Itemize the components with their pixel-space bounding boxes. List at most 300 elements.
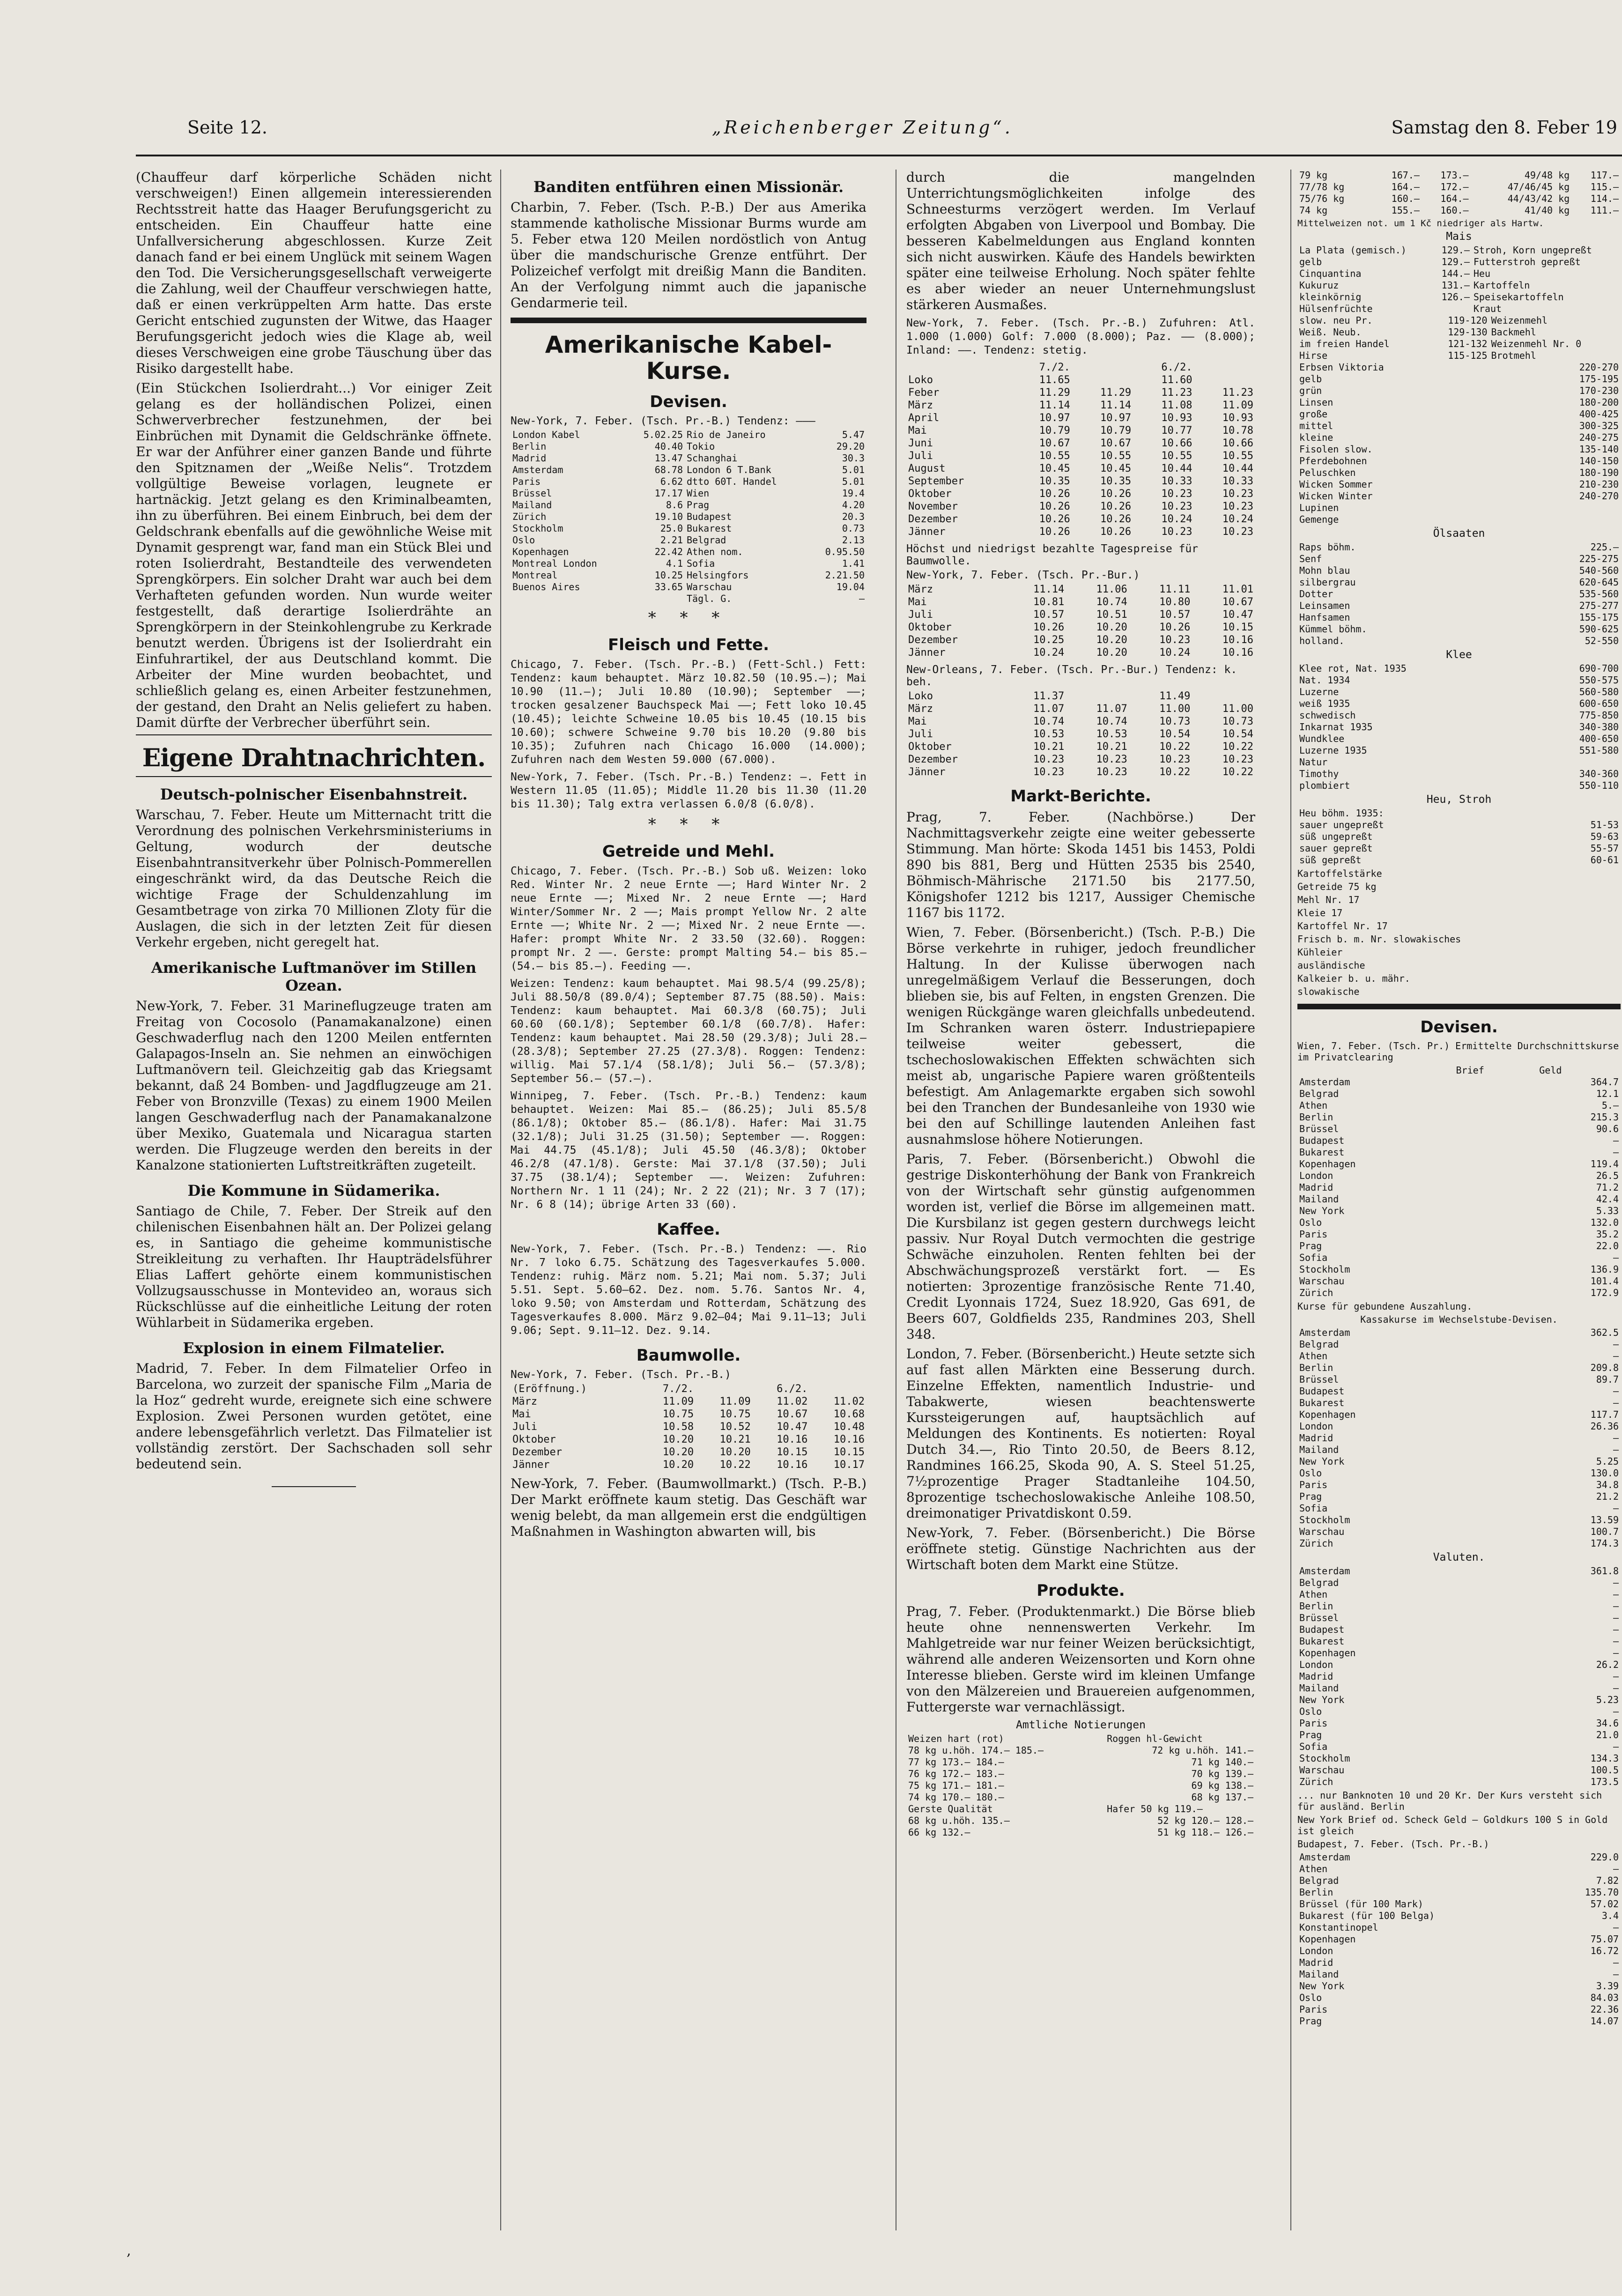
- table-cell: Stockholm: [1299, 1753, 1350, 1764]
- table-cell: 0.95.50: [825, 546, 865, 557]
- table-row: [1297, 1444, 1621, 1456]
- table-cell: Athen: [1299, 1100, 1328, 1111]
- table-row: [511, 1408, 867, 1421]
- table-cell: [1500, 1350, 1513, 1362]
- table-cell: [1454, 1193, 1538, 1205]
- table-cell: 10.67: [777, 1408, 808, 1420]
- table-cell: 535-560: [1579, 588, 1619, 600]
- table-row: [1297, 807, 1621, 819]
- table-cell: 5.—: [1601, 1100, 1619, 1111]
- table-cell: [1500, 1624, 1513, 1636]
- table-cell: 26.2: [1596, 1659, 1619, 1670]
- table-cell: Wundklee: [1299, 733, 1345, 744]
- table-cell: 5.01: [842, 476, 865, 487]
- table-cell: 74 kg 170.— 180.—: [908, 1792, 1004, 1803]
- table-row: [1297, 1229, 1621, 1240]
- list-item: Mehl Nr. 17: [1297, 894, 1360, 905]
- table-cell: 100.7: [1590, 1526, 1619, 1537]
- table-cell: 10.23: [1161, 501, 1192, 512]
- table-cell: 10.45: [1100, 463, 1132, 474]
- table-cell: New York: [1299, 1980, 1345, 1992]
- table-row: [906, 690, 1255, 703]
- table-cell: Hafer 50 kg 119.—: [1107, 1803, 1203, 1815]
- table-caption: New-York, 7. Feber. (Tsch. Pr.-Bur.): [906, 569, 1140, 581]
- table-row: [1297, 408, 1621, 420]
- table-cell: Speisekartoffeln: [1473, 291, 1564, 303]
- table-cell: 140-150: [1579, 455, 1619, 467]
- table-cell: 69 kg 138.—: [1191, 1780, 1253, 1791]
- cotton-table-neworleans: [906, 690, 1255, 778]
- table-cell: 10.55: [1100, 450, 1132, 462]
- table-cell: 132.0: [1590, 1217, 1619, 1228]
- table-row: [1297, 1111, 1621, 1123]
- table-cell: Dezember: [512, 1446, 562, 1458]
- market-report: Chicago, 7. Feber. (Tsch. Pr.-B.) Sob uß. Weizen: loko Red. Winter Nr. 2 neue Ernte ——; Hard Winter Nr. 2 neue Ernte ——; Mixed Nr. 2 neue Ernte ——; Hard Winter/Sommer Nr. 2 ——; Mais prompt Yellow Nr. 2 alte Ernte ——; White Nr. 2 ——; Mixed Nr. 2 neue Ernte ——. Hafer: prompt White Nr. 2 33.50 (32.60). Roggen: prompt Nr. 2 ——. Gerste: prompt Malting 54.— bis 85.— (54.— bis 85.—). Feeding ——.: [511, 865, 867, 972]
- table-cell: 75/76 kg: [1299, 193, 1345, 204]
- table-cell: 11.07: [1096, 703, 1127, 715]
- report-produkten: Prag, 7. Feber. (Produktenmarkt.) Die Börse blieb heute ohne nennenswerten Verkehr. Im Mahlgetreide war nur feiner Weizen berücksichtigt, während alle anderen Weizensorten und Korn ohne Interesse blieben. Gerste wird im kleinen Umfange von den Mälzereien und Brauereien aufgenommen, Futtergerste war vernachlässigt.: [906, 1604, 1255, 1715]
- table-cell: Senf: [1299, 553, 1322, 564]
- table-cell: 11.00: [1222, 703, 1253, 715]
- table-row: [1297, 1339, 1621, 1350]
- table-cell: 10.48: [833, 1421, 865, 1433]
- table-cell: [1072, 374, 1133, 386]
- table-cell: —: [1613, 1503, 1619, 1514]
- table-cell: 690-700: [1579, 663, 1619, 674]
- article-body: New-York, 7. Feber. (Baumwollmarkt.) (Tsch. P.-B.) Der Markt eröffnete kaum stetig. Das Geschäft war wenig belebt, da man allgemein erst die endgültigen Maßnahmen in Washington abwarten will, bis: [511, 1476, 867, 1539]
- table-row: [906, 374, 1255, 386]
- table-cell: Juli: [908, 450, 933, 462]
- table-cell: [1500, 1456, 1513, 1467]
- table-cell: Rio de Janeiro: [687, 429, 766, 440]
- table-cell: 10.26: [1039, 513, 1070, 525]
- table-cell: 19.04: [836, 581, 865, 593]
- table-cell: —: [1613, 1444, 1619, 1455]
- table-row: [1297, 1875, 1621, 1887]
- table-row: [906, 1768, 1255, 1780]
- table-cell: 11.29: [1100, 387, 1132, 399]
- table-row: [1297, 1729, 1621, 1741]
- table-header: [511, 1383, 867, 1395]
- table-caption: ... nur Banknoten 10 und 20 Kr. Der Kurs versteht sich für ausländ. Berlin: [1297, 1790, 1602, 1812]
- table-row: [1297, 1514, 1621, 1526]
- table-cell: [1454, 1123, 1538, 1135]
- table-cell: Konstantinopel: [1299, 1922, 1378, 1933]
- table-cell: 10.23: [1222, 754, 1253, 765]
- table-cell: Amsterdam: [1299, 1327, 1350, 1338]
- table-cell: Oktober: [512, 1434, 556, 1445]
- table-cell: Athen: [1299, 1589, 1328, 1600]
- table-cell: 11.23: [1222, 387, 1253, 399]
- table-cell: 10.47: [1222, 609, 1253, 621]
- table-row: [1297, 205, 1621, 216]
- table-cell: [1500, 1589, 1513, 1600]
- table-row: [1297, 733, 1621, 745]
- table-cell: 11.65: [1039, 374, 1070, 386]
- table-cell: 71.2: [1596, 1182, 1619, 1193]
- table-cell: 10.26: [1100, 513, 1132, 525]
- table-cell: [1500, 1467, 1513, 1479]
- table-row: [1297, 1193, 1621, 1205]
- table-cell: 10.57: [1159, 609, 1191, 621]
- column-1: [136, 170, 492, 2226]
- table-cell: 13.47: [654, 452, 683, 464]
- table-cell: Sofia: [1299, 1503, 1328, 1514]
- table-cell: —: [1613, 1612, 1619, 1623]
- table-row: [511, 476, 867, 488]
- table-cell: 10.16: [777, 1434, 808, 1445]
- table-cell: 10.97: [1100, 412, 1132, 424]
- table-cell: Natur: [1299, 756, 1328, 768]
- table-cell: 135-140: [1579, 444, 1619, 455]
- table-row: [1297, 514, 1621, 526]
- table-cell: —: [1613, 1589, 1619, 1600]
- table-cell: 7./2.: [662, 1383, 694, 1395]
- table-cell: [1500, 1432, 1513, 1444]
- table-cell: Belgrad: [1299, 1577, 1339, 1588]
- table-cell: 560-580: [1579, 686, 1619, 697]
- table-row: [511, 499, 867, 511]
- table-cell: Mohn blau: [1299, 565, 1350, 576]
- produkten-title: Produkte.: [1037, 1581, 1125, 1600]
- table-cell: 129.—: [1441, 256, 1470, 267]
- table-row: [511, 534, 867, 546]
- table-row: [1297, 612, 1621, 623]
- table-cell: Hanfsamen: [1299, 612, 1350, 623]
- table-cell: 10.77: [1161, 425, 1192, 437]
- table-cell: Cinquantina: [1299, 268, 1362, 279]
- table-cell: Roggen hl-Gewicht: [1107, 1733, 1203, 1744]
- table-cell: 10.73: [1159, 716, 1191, 727]
- devisen-title: Devisen.: [1420, 1018, 1498, 1037]
- table-cell: Madrid: [1299, 1432, 1333, 1444]
- table-row: [1297, 1327, 1621, 1339]
- table-cell: 49/48 kg: [1524, 170, 1570, 181]
- table-row: [1297, 1852, 1621, 1863]
- table-cell: 10.23: [1161, 488, 1192, 500]
- table-cell: [1500, 1491, 1513, 1503]
- table-cell: Schanghai: [687, 452, 738, 464]
- table-row: [1297, 1577, 1621, 1589]
- table-cell: 10.33: [1161, 475, 1192, 487]
- table-row: [1297, 256, 1621, 268]
- table-cell: 10.44: [1161, 463, 1192, 474]
- table-cell: 130.0: [1590, 1467, 1619, 1479]
- table-cell: Athen: [1299, 1863, 1328, 1874]
- table-cell: [1500, 1538, 1513, 1549]
- table-cell: 0.73: [842, 523, 865, 534]
- table-cell: März: [512, 1396, 537, 1407]
- report-london: London, 7. Feber. (Börsenbericht.) Heute setzte sich auf fast allen Märkten eine Besserung durch. Einzelne Effekten, namentlich Industrie- und Tabakwerte, wiesen beachtenswerte Kurssteigerungen auf, hauptsächlich auf Meldungen des Kontinents. Es notierten: Royal Dutch 34.—, Rio Tinto 20.50, de Beers 8.12, Randmines 166.25, Skoda 90, A. S. Steel 51.25, 7½prozentige Prager Stadtanleihe 104.50, 8prozentige tschechoslowakische Anleihe 108.50, dreimonatiger Privatdiskont 0.59.: [906, 1346, 1255, 1521]
- table-caption: Ölsaaten: [1433, 527, 1485, 540]
- table-caption: New York Brief od. Scheck Geld — Goldkurs 100 S in Gold ist gleich: [1297, 1814, 1608, 1837]
- table-cell: März: [908, 400, 933, 411]
- table-cell: —: [1613, 1636, 1619, 1647]
- table-row: [1297, 1922, 1621, 1933]
- table-cell: 180-200: [1579, 397, 1619, 408]
- table-cell: 10.73: [1222, 716, 1253, 727]
- table-cell: Bukarest: [1299, 1636, 1345, 1647]
- table-cell: [1297, 1065, 1454, 1076]
- table-cell: 10.54: [1222, 728, 1253, 740]
- table-cell: März: [908, 584, 933, 595]
- newspaper-title: „Reichenberger Zeitung“.: [712, 117, 1013, 138]
- table-cell: 10.15: [777, 1446, 808, 1458]
- table-cell: 10.57: [1033, 609, 1065, 621]
- table-cell: [1454, 1100, 1538, 1111]
- valuten-table: [1297, 1565, 1621, 1788]
- table-cell: Prag: [1299, 1240, 1322, 1252]
- table-cell: im freien Handel: [1299, 338, 1390, 349]
- table-cell: 10.67: [1100, 437, 1132, 449]
- table-cell: 2.21.50: [825, 570, 865, 581]
- table-caption: Budapest, 7. Feber. (Tsch. Pr.-B.): [1297, 1838, 1489, 1850]
- table-cell: Inkarnat 1935: [1299, 721, 1373, 733]
- table-cell: —: [1613, 1252, 1619, 1263]
- table-cell: 10.15: [833, 1446, 865, 1458]
- table-cell: Amsterdam: [1299, 1565, 1350, 1577]
- table-cell: Klee rot, Nat. 1935: [1299, 663, 1407, 674]
- table-cell: Mailand: [512, 499, 552, 511]
- table-cell: 10.23: [1096, 754, 1127, 765]
- getreide-title: Getreide und Mehl.: [602, 842, 775, 861]
- kabel-kurse-title: Amerikanische Kabel-Kurse.: [545, 331, 832, 385]
- table-cell: 10.26: [1159, 622, 1191, 633]
- table-cell: 10.21: [719, 1434, 751, 1445]
- table-cell: 22.36: [1590, 2004, 1619, 2015]
- table-cell: [1454, 1111, 1538, 1123]
- table-cell: [1535, 807, 1621, 819]
- article-chauffeur: (Chauffeur darf körperliche Schäden nicht verschweigen!) Einen allgemein interessierenden Rechtsstreit hatte das Haager Berufungsgericht zu entscheiden. Ein Chauffeur hatte eine Unfallversicherung abgeschlossen. Kurze Zeit danach fand er bei einem Unglück mit seinem Wagen den Tod. Die Versicherungsgesellschaft verweigerte die Zahlung, weil der Chauffeur verschwiegen hatte, daß er einen verkrüppelten Arm hatte. Das erste Gericht entschied zugunsten der Witwe, das Haager Berufungsgericht jedoch wies die Klage ab, weil dieses Verschweigen eine grobe Täuschung über das Risiko dargestellt habe.: [136, 170, 492, 376]
- table-cell: [1454, 1135, 1538, 1147]
- divider: [511, 318, 867, 323]
- table-row: [1297, 553, 1621, 565]
- table-cell: Mai: [512, 1408, 531, 1420]
- table-row: [1297, 674, 1621, 686]
- table-caption: New-York, 7. Feber. (Tsch. Pr.-B.) Tendenz: ———: [511, 415, 815, 427]
- table-cell: 180-190: [1579, 467, 1619, 478]
- table-cell: —: [1613, 1147, 1619, 1158]
- market-report: Weizen: Tendenz: kaum behauptet. Mai 98.5/4 (99.25/8); Juli 88.50/8 (89.0/4); September 87.75 (88.50). Mais: Tendenz: kaum behauptet. Mai 60.3/8 (60.75); Juli 60.60 (60.1/8); September 60.1/8 (60.7/8). Hafer: Tendenz: kaum behauptet. Mai 28.50 (29.3/8); Juli 28.— (28.3/8); September 27.25 (27.3/8). Roggen: Tendenz: willig. Mai 57.1/4 (58.1/8); Juli 56.— (57.3/8); September 56.— (57.—).: [511, 978, 867, 1085]
- table-cell: Wicken Sommer: [1299, 479, 1373, 490]
- table-cell: 35.2: [1596, 1229, 1619, 1240]
- table-row: [1297, 362, 1621, 373]
- table-cell: [1194, 361, 1255, 374]
- market-report: New-York, 7. Feber. (Tsch. Pr.-B.) Tendenz: —. Fett in Western 11.05 (11.05); Middle 11.20 bis 11.30 (11.20 bis 11.30); Talg extra verlassen 6.0/8 (6.0/8).: [511, 771, 867, 810]
- table-row: [1297, 385, 1621, 397]
- table-cell: Madrid: [1299, 1957, 1333, 1968]
- table-cell: 10.24: [1159, 647, 1191, 659]
- table-cell: 225.—: [1590, 541, 1619, 553]
- table-cell: Weizenmehl Nr. 0: [1491, 338, 1582, 349]
- table-cell: 10.22: [1159, 766, 1191, 778]
- table-cell: Bukarest: [1299, 1397, 1345, 1408]
- table-cell: [1500, 1479, 1513, 1491]
- table-cell: kleinkörnig: [1299, 291, 1362, 303]
- table-cell: 11.60: [1161, 374, 1192, 386]
- article-body: Santiago de Chile, 7. Feber. Der Streik auf den chilenischen Eisenbahnen hält an. Der Polizei gelang es, in Santiago die geheime kommunistische Streikleitung zu verhaften. Ihr Haupträdelsführer Elias Laffert gehörte einem kommunistischen Vollzugsausschusse in Montevideo an, woraus sich Rückschlüsse auf die einheitliche Leitung der roten Wühlarbeit in Südamerika ergeben.: [136, 1203, 492, 1330]
- table-cell: 10.22: [1222, 741, 1253, 753]
- table-row: [1297, 1624, 1621, 1636]
- table-cell: süß ungepreßt: [1299, 831, 1373, 842]
- table-cell: 10.74: [1096, 596, 1127, 608]
- table-row: [1297, 1741, 1621, 1753]
- table-cell: 134.3: [1590, 1753, 1619, 1764]
- market-report: New-York, 7. Feber. (Tsch. Pr.-B.) Zufuhren: Atl. 1.000 (1.000) Golf: 7.000 (8.000); Paz. —— (8.000); Inland: ——. Tendenz: stetig.: [906, 317, 1255, 356]
- table-cell: 10.81: [1033, 596, 1065, 608]
- issue-date: Samstag den 8. Feber 19: [1391, 117, 1617, 138]
- table-cell: 111.—: [1590, 205, 1619, 216]
- table-cell: Montreal: [512, 570, 558, 581]
- table-row: [1297, 291, 1621, 303]
- table-row: [1297, 1385, 1621, 1397]
- table-cell: [1454, 1275, 1538, 1287]
- table-cell: —: [1613, 1647, 1619, 1659]
- table-cell: 20.3: [842, 511, 865, 522]
- table-caption: Höchst und niedrigst bezahlte Tagespreise für Baumwolle.: [906, 543, 1199, 567]
- table-row: [906, 386, 1255, 399]
- table-cell: 6./2.: [1161, 362, 1192, 373]
- table-cell: [1500, 1409, 1513, 1421]
- table-cell: 10.25: [654, 570, 683, 581]
- table-cell: 10.67: [1222, 596, 1253, 608]
- table-row: [1297, 420, 1621, 432]
- article-body: Madrid, 7. Feber. In dem Filmatelier Orfeo in Barcelona, wo zurzeit der spanische Film „Maria de la Hoz“ gedreht wurde, ereignete sich eine schwere Explosion. Zwei Personen wurden getötet, eine andere lebensgefährlich verletzt. Das Filmatelier ist vollständig zerstört. Der Sachschaden soll sehr bedeutend sein.: [136, 1361, 492, 1472]
- table-cell: süß gepreßt: [1299, 854, 1362, 866]
- table-row: [906, 450, 1255, 462]
- table-row: [511, 429, 867, 441]
- table-cell: 10.21: [1096, 741, 1127, 753]
- table-cell: 34.8: [1596, 1479, 1619, 1490]
- table-cell: [1072, 361, 1133, 374]
- table-cell: 620-645: [1579, 577, 1619, 588]
- table-cell: —: [1613, 1957, 1619, 1968]
- table-cell: —: [1613, 1577, 1619, 1588]
- market-report: Chicago, 7. Feber. (Tsch. Pr.-B.) (Fett-Schl.) Fett: Tendenz: kaum behauptet. März 10.82.50 (10.95.—); Mai 10.90 (11.—); Juli 10.80 (10.90); September ——; trocken gesalzener Bauchspeck Mai ——; Fett loko 10.45 (10.45); leichte Schweine 10.05 bis 10.45 (10.15 bis 10.60); schwere Schweine 9.70 bis 10.20 (9.80 bis 10.35); Zufuhren nach Chicago 16.000 (14.000); Zufuhren nach dem Westen 59.000 (67.000).: [511, 659, 867, 766]
- table-row: [1297, 1694, 1621, 1706]
- table-cell: Feber: [908, 387, 940, 399]
- table-cell: 11.14: [1039, 400, 1070, 411]
- table-cell: 155.—: [1391, 205, 1420, 216]
- table-cell: Paris: [1299, 1479, 1328, 1490]
- table-cell: 68.78: [654, 464, 683, 475]
- table-cell: Belgrad: [1299, 1339, 1339, 1350]
- table-cell: Fisolen slow.: [1299, 444, 1373, 455]
- table-cell: [1500, 1741, 1513, 1753]
- table-cell: 22.0: [1596, 1240, 1619, 1252]
- table-row: [1297, 326, 1621, 338]
- table-cell: —: [1613, 1969, 1619, 1980]
- mais-table: [1297, 244, 1621, 315]
- market-report: Winnipeg, 7. Feber. (Tsch. Pr.-B.) Tendenz: kaum behauptet. Weizen: Mai 85.— (86.25); Juli 85.5/8 (86.1/8); Oktober 85.— (86.1/8). Hafer: Mai 31.75 (32.1/8); Juli 31.25 (31.50); September ——. Roggen: Mai 44.75 (45.1/8); Juli 45.50 (46.3/8); Oktober 46.2/8 (47.1/8). Gerste: Mai 37.1/8 (37.50); Juli 37.75 (38.1/4); September ——. Weizen: Zufuhren: Northern Nr. 1 11 (24); Nr. 2 22 (21); Nr. 3 7 (17); Nr. 6 8 (14); übrige Arten 33 (60).: [511, 1090, 867, 1211]
- table-cell: 10.74: [1096, 716, 1127, 727]
- devisen-title: Devisen.: [650, 393, 727, 411]
- table-cell: 44/43/42 kg: [1507, 193, 1570, 204]
- table-cell: 79 kg: [1299, 170, 1328, 181]
- table-cell: [1500, 1671, 1513, 1682]
- table-cell: 10.20: [1096, 647, 1127, 659]
- table-cell: 100.5: [1590, 1764, 1619, 1776]
- table-cell: 174.3: [1590, 1538, 1619, 1549]
- table-cell: Kraut: [1473, 303, 1502, 314]
- table-cell: 10.74: [1033, 716, 1065, 727]
- report-newyork: New-York, 7. Feber. (Börsenbericht.) Die Börse eröffnete stetig. Günstige Nachrichten aus der Wirtschaft boten dem Markt eine Stütze.: [906, 1525, 1255, 1572]
- table-row: [1297, 1350, 1621, 1362]
- table-cell: [1066, 690, 1129, 703]
- table-cell: 10.26: [1039, 488, 1070, 500]
- table-cell: Oslo: [1299, 1706, 1322, 1717]
- table-cell: 10.22: [1159, 741, 1191, 753]
- table-cell: [1500, 1444, 1513, 1456]
- table-cell: [1500, 1729, 1513, 1741]
- table-row: [1297, 444, 1621, 455]
- table-cell: 13.59: [1590, 1514, 1619, 1526]
- table-cell: 40.40: [654, 441, 683, 452]
- separator-stars: * * *: [648, 608, 729, 627]
- table-cell: Dezember: [908, 513, 958, 525]
- table-cell: 8.6: [666, 499, 683, 511]
- table-cell: Stockholm: [1299, 1264, 1350, 1275]
- table-cell: 10.54: [1159, 728, 1191, 740]
- table-cell: Berlin: [1299, 1887, 1333, 1898]
- table-row: [1297, 193, 1621, 205]
- table-caption: Wien, 7. Feber. (Tsch. Pr.) Ermittelte Durchschnittskurse im Privatclearing: [1297, 1040, 1619, 1063]
- table-caption: Klee: [1446, 649, 1472, 661]
- table-caption: Amtliche Notierungen: [1016, 1719, 1146, 1731]
- table-cell: 210-230: [1579, 479, 1619, 490]
- table-cell: Juli: [512, 1421, 537, 1433]
- table-cell: Oslo: [1299, 1217, 1322, 1228]
- table-cell: Luzerne: [1299, 686, 1339, 697]
- table-cell: [809, 1383, 867, 1395]
- table-row: [906, 1733, 1255, 1745]
- table-cell: Juni: [908, 437, 933, 449]
- table-cell: 10.58: [662, 1421, 694, 1433]
- table-cell: London: [1299, 1170, 1333, 1181]
- table-cell: 2.13: [842, 534, 865, 546]
- list-item: slowakische: [1297, 986, 1360, 997]
- table-cell: Brüssel: [1299, 1374, 1339, 1385]
- table-cell: 101.4: [1590, 1275, 1619, 1287]
- table-cell: 10.26: [1100, 501, 1132, 512]
- table-row: [1297, 181, 1621, 193]
- table-row: [1297, 1945, 1621, 1957]
- table-cell: Buenos Aires: [512, 581, 580, 593]
- table-cell: 10.26: [1039, 501, 1070, 512]
- table-cell: Kopenhagen: [1299, 1158, 1356, 1170]
- table-cell: 75.07: [1590, 1933, 1619, 1945]
- list-item: Kartoffelstärke: [1297, 868, 1382, 879]
- table-row: [1297, 350, 1621, 362]
- table-cell: 10.20: [719, 1446, 751, 1458]
- table-cell: 57.02: [1590, 1898, 1619, 1910]
- report-paris: Paris, 7. Feber. (Börsenbericht.) Obwohl die gestrige Diskonterhöhung der Bank von Frankreich von der Wirtschaft sehr günstig aufgenommen worden ist, verlief die Börse im allgemeinen matt. Die Kursbilanz ist gegen gestern durchwegs leicht passiv. Nur Royal Dutch vermochten die gestrige Schwäche einzuholen. Renten fehlten bei der Abschwächungsprozeß verstärkt fort. — Es notierten: 3prozentige französische Rente 71.40, Credit Lyonnais 1724, Suez 18.920, Gas 691, de Beers 607, Goldfields 235, Randmines 203, Shell 348.: [906, 1151, 1255, 1342]
- table-cell: 10.24: [1222, 513, 1253, 525]
- table-header: [906, 361, 1255, 374]
- table-cell: 10.22: [719, 1459, 751, 1471]
- table-row: [1297, 780, 1621, 792]
- table-cell: 10.24: [1161, 513, 1192, 525]
- table-cell: [1547, 1933, 1553, 1945]
- table-cell: 11.00: [1159, 703, 1191, 715]
- table-cell: Dezember: [908, 754, 958, 765]
- table-cell: Paris: [512, 476, 541, 487]
- table-cell: gelb: [1299, 256, 1322, 267]
- list-item: Frisch b. m. Nr. slowakisches: [1297, 933, 1461, 945]
- table-cell: 117.7: [1590, 1409, 1619, 1420]
- table-row: [1297, 623, 1621, 635]
- table-cell: [1547, 1875, 1553, 1887]
